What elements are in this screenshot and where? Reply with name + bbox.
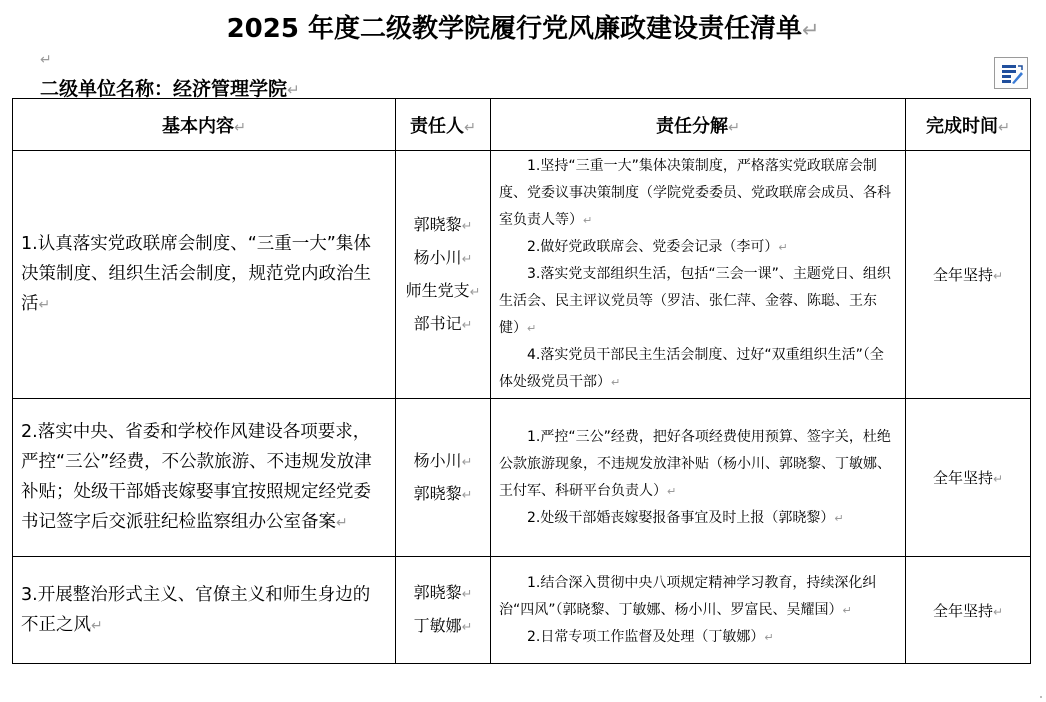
basic-content-cell: 1.认真落实党政联席会制度、“三重一大”集体决策制度、组织生活会制度，规范党内政治生活↵ xyxy=(13,151,396,399)
empty-paragraph-mark-icon: ↵ xyxy=(40,52,52,68)
paragraph-mark-icon: ↵ xyxy=(287,81,300,99)
breakdown-item: 2.处级干部婚丧嫁娶报备事宜及时上报（郭晓黎）↵ xyxy=(527,509,844,526)
header-basic-content: 基本内容↵ xyxy=(13,99,396,151)
breakdown-item: 1.坚持“三重一大”集体决策制度，严格落实党政联席会制度、党委议事决策制度（学院党委委员、党政联席会成员、各科室负责人等）↵ xyxy=(499,158,891,228)
table-row xyxy=(13,151,1031,399)
breakdown-item: 2.做好党政联席会、党委会记录（李可）↵ xyxy=(527,239,788,255)
layout-options-glyph xyxy=(1000,62,1024,86)
responsibility-table xyxy=(12,98,1031,664)
responsible-person-cell: 郭晓黎↵ 丁敏娜↵ xyxy=(396,557,491,664)
header-completion-time: 完成时间↵ xyxy=(906,99,1031,151)
header-responsibility-breakdown: 责任分解↵ xyxy=(491,99,906,151)
breakdown-item: 1.严控“三公”经费，把好各项经费使用预算、签字关，杜绝公款旅游现象，不违规发放津补贴（杨小川、郭晓黎、丁敏娜、王付军、科研平台负责人）↵ xyxy=(499,428,891,499)
basic-content-cell: 3.开展整治形式主义、官僚主义和师生身边的不正之风↵ xyxy=(13,557,396,664)
breakdown-item: 2.日常专项工作监督及处理（丁敏娜）↵ xyxy=(527,628,774,645)
table-header-row xyxy=(13,99,1031,151)
table-row xyxy=(13,557,1031,664)
completion-time-cell: 全年坚持↵ xyxy=(906,399,1031,557)
responsibility-breakdown-cell xyxy=(491,399,906,557)
completion-time-cell: 全年坚持↵ xyxy=(906,151,1031,399)
page-corner-dot xyxy=(1040,696,1042,698)
layout-options-icon[interactable] xyxy=(994,57,1028,89)
header-responsible-person: 责任人↵ xyxy=(396,99,491,151)
unit-name-line xyxy=(40,74,300,101)
table-row xyxy=(13,399,1031,557)
paragraph-mark-icon: ↵ xyxy=(801,18,820,42)
responsible-person-cell: 郭晓黎↵ 杨小川↵ 师生党支↵ 部书记↵ xyxy=(396,151,491,399)
basic-content-cell: 2.落实中央、省委和学校作风建设各项要求，严控“三公”经费，不公款旅游、不违规发放津补贴；处级干部婚丧嫁娶事宜按照规定经党委书记签字后交派驻纪检监察组办公室备案↵ xyxy=(13,399,396,557)
document-title xyxy=(0,8,1046,45)
breakdown-item: 3.落实党支部组织生活，包括“三会一课”、主题党日、组织生活会、民主评议党员等（罗洁、张仁萍、金蓉、陈聪、王东健）↵ xyxy=(499,266,891,336)
breakdown-item: 1.结合深入贯彻中央八项规定精神学习教育，持续深化纠治“四风”（郭晓黎、丁敏娜、杨小川、罗富民、吴耀国）↵ xyxy=(499,574,877,618)
responsibility-breakdown-cell xyxy=(491,151,906,399)
responsibility-breakdown-cell xyxy=(491,557,906,664)
breakdown-item: 4.落实党员干部民主生活会制度、过好“双重组织生活”（全体处级党员干部）↵ xyxy=(499,347,884,390)
title-text: 2025 年度二级教学院履行党风廉政建设责任清单 xyxy=(226,14,802,44)
responsible-person-cell: 杨小川↵ 郭晓黎↵ xyxy=(396,399,491,557)
unit-name-text: 二级单位名称：经济管理学院 xyxy=(40,78,288,100)
completion-time-cell: 全年坚持↵ xyxy=(906,557,1031,664)
